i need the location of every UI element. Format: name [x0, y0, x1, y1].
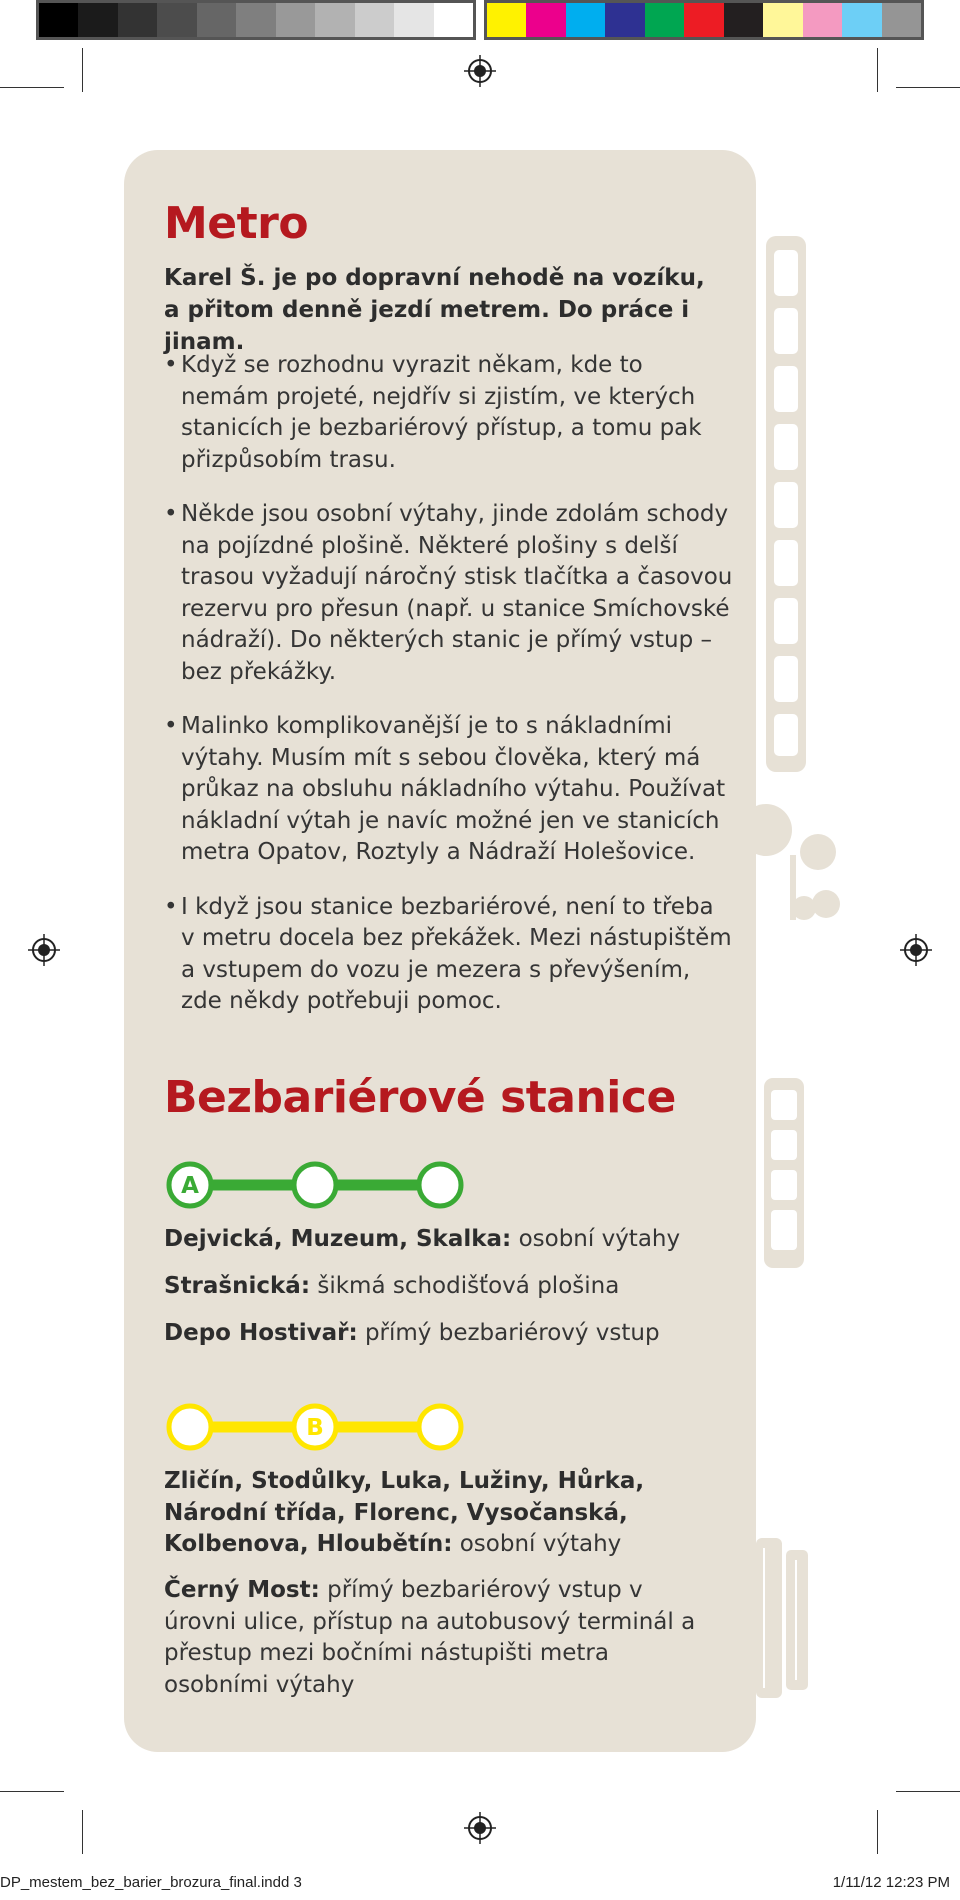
section-title-stations: Bezbariérové stanice	[164, 1072, 676, 1123]
list-item: • Když se rozhodnu vyrazit někam, kde to nemám projeté, nejdřív si zjistím, ve kterých stanicích je bezbariérový přístup, a tomu pak přizpůsobím trasu.	[164, 350, 734, 476]
color-swatch	[236, 3, 275, 37]
crop-mark	[82, 48, 83, 92]
railing-silhouette-icon	[756, 1538, 812, 1698]
station-entry	[164, 1271, 744, 1303]
crop-mark	[877, 1810, 878, 1854]
color-swatch	[394, 3, 433, 37]
intro-text: Karel Š. je po dopravní nehodě na vozíku, a přitom denně jezdí metrem. Do práce i jinam.	[164, 265, 705, 355]
color-swatch	[487, 3, 526, 37]
color-swatch	[645, 3, 684, 37]
station-access: přímý bezbariérový vstup	[357, 1320, 660, 1346]
list-item: • Malinko komplikovanější je to s nákladními výtahy. Musím mít s sebou člověka, který má průkaz na obsluhu nákladního výtahu. Používat nákladní výtah je navíc možné jen ve stanicích metra Opatov, Roztyly a Nádraží Holešovice.	[164, 711, 734, 869]
color-swatch	[434, 3, 473, 37]
print-timestamp: 1/11/12 12:23 PM	[832, 1874, 950, 1891]
station-entry	[164, 1318, 744, 1350]
station-access: osobní výtahy	[511, 1226, 681, 1252]
crop-mark	[0, 1791, 64, 1792]
crop-mark	[82, 1810, 83, 1854]
station-access: osobní výtahy	[452, 1531, 622, 1557]
line-b-diagram	[160, 1402, 470, 1452]
color-bar-grayscale	[36, 0, 476, 40]
color-swatch	[842, 3, 881, 37]
color-swatch	[566, 3, 605, 37]
registration-mark-icon	[28, 934, 60, 966]
crop-mark	[896, 87, 960, 88]
color-swatch	[39, 3, 78, 37]
color-swatch	[684, 3, 723, 37]
color-swatch	[882, 3, 921, 37]
color-swatch	[118, 3, 157, 37]
color-swatch	[526, 3, 565, 37]
crop-mark	[0, 87, 64, 88]
color-swatch	[315, 3, 354, 37]
station-names: Zličín, Stodůlky, Luka, Lužiny, Hůrka, Národní třída, Florenc, Vysočanská, Kolbenova, Hloubětín:	[164, 1468, 645, 1557]
registration-mark-icon	[900, 934, 932, 966]
station-names: Depo Hostivař:	[164, 1320, 358, 1346]
tram-silhouette-icon	[762, 236, 812, 772]
station-access: přímý bezbariérový vstup v úrovni ulice, přístup na autobusový terminál a přestup mezi bočními nástupišti metra osobními výtahy	[164, 1577, 696, 1698]
color-bar-process	[484, 0, 924, 40]
list-item: • I když jsou stanice bezbariérové, není to třeba v metru docela bez překážek. Mezi nástupištěm a vstupem do vozu je mezera s převýšením, zde někdy potřebuji pomoc.	[164, 892, 734, 1018]
station-entry	[164, 1575, 719, 1701]
registration-mark-icon	[464, 1812, 496, 1844]
crop-mark	[877, 48, 878, 92]
station-entry	[164, 1224, 744, 1256]
color-swatch	[803, 3, 842, 37]
color-swatch	[605, 3, 644, 37]
color-swatch	[276, 3, 315, 37]
color-swatch	[197, 3, 236, 37]
station-circle	[419, 1406, 461, 1448]
section-title-metro: Metro	[164, 198, 309, 249]
station-names: Strašnická:	[164, 1273, 311, 1299]
tree-silhouette-icon	[756, 800, 846, 920]
station-entry	[164, 1466, 734, 1561]
registration-mark-icon	[464, 55, 496, 87]
station-circle	[294, 1164, 336, 1206]
list-item: • Někde jsou osobní výtahy, jinde zdolám schody na pojízdné plošině. Některé plošiny s delší trasou vyžadují náročný stisk tlačítka a časovou rezervu pro přesun (např. u stanice Smíchovské nádraží). Do některých stanic je přímý vstup – bez překážky.	[164, 499, 734, 688]
color-swatch	[763, 3, 802, 37]
station-access: šikmá schodišťová plošina	[310, 1273, 620, 1299]
color-swatch	[355, 3, 394, 37]
color-swatch	[724, 3, 763, 37]
line-a-label: A	[181, 1173, 199, 1199]
station-names: Černý Most:	[164, 1577, 320, 1603]
crop-mark	[896, 1791, 960, 1792]
file-slug: DP_mestem_bez_barier_brozura_final.indd 3	[0, 1874, 302, 1891]
line-a-diagram	[160, 1160, 470, 1210]
color-swatch	[157, 3, 196, 37]
station-circle	[169, 1406, 211, 1448]
experience-list	[164, 350, 734, 1041]
bus-silhouette-icon	[762, 1078, 808, 1268]
line-b-label: B	[306, 1415, 324, 1441]
station-circle	[419, 1164, 461, 1206]
color-swatch	[78, 3, 117, 37]
station-names: Dejvická, Muzeum, Skalka:	[164, 1226, 512, 1252]
